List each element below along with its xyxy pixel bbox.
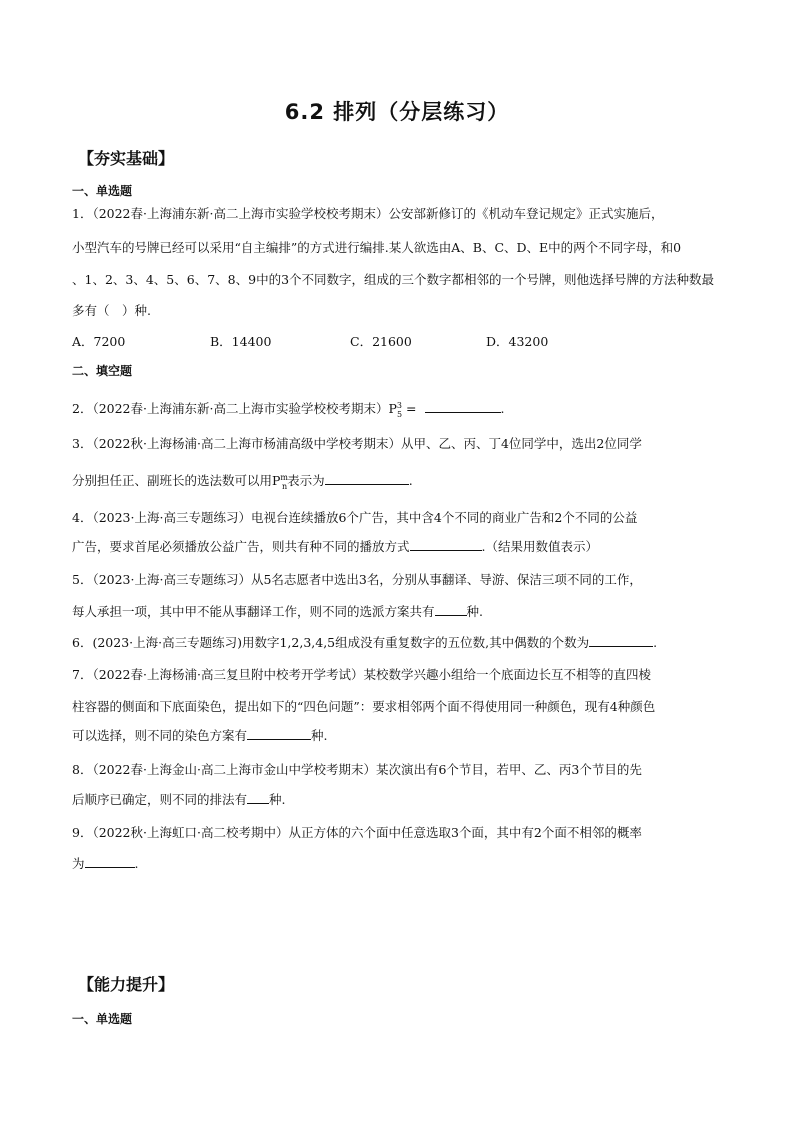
answer-blank[interactable] (85, 855, 135, 868)
q6-end: . (653, 635, 658, 650)
question-7-line3 (72, 727, 727, 744)
question-2 (72, 398, 727, 423)
question-4-line2 (72, 538, 727, 555)
q7-line: 柱容器的侧面和下底面染色，提出如下的“四色问题”：要求相邻两个面不得使用同一种颜色，现有4种颜色 (72, 699, 656, 714)
q1-line: 小型汽车的号牌已经可以采用“自主编排”的方式进行编排.某人欲选由A、B、C、D、E中的两个不同字母，和0 (72, 240, 682, 255)
q2-text: 2．（2022春·上海浦东新·高二上海市实验学校校考期末）P (72, 401, 397, 417)
q1-line: 1．（2022春·上海浦东新·高二上海市实验学校校考期末）公安部新修订的《机动车登记规定》正式实施后， (72, 206, 664, 221)
answer-blank[interactable] (435, 603, 467, 616)
q3-sup: m (280, 473, 289, 482)
answer-blank[interactable] (410, 538, 482, 551)
q2-eq: = (402, 401, 417, 417)
section-heading-ability: 【能力提升】 (78, 975, 175, 994)
q7-line: 7．（2022春·上海杨浦·高三复旦附中校考开学考试）某校数学兴趣小组给一个底面边长互不相等的直四棱 (72, 667, 651, 682)
q3-text-b: 表示为 (287, 473, 325, 489)
q8-text: 后顺序已确定，则不同的排法有 (72, 792, 248, 807)
q9-end: . (134, 856, 139, 871)
q3-line: 3．（2022秋·上海杨浦·高二上海市杨浦高级中学校考期末）从甲、乙、丙、丁4位同学中，选出2位同学 (72, 436, 642, 451)
q2-sup: 3 (396, 401, 402, 410)
q8-line: 8．（2022春·上海金山·高二上海市金山中学校考期末）某次演出有6个节目，若甲、乙、丙3个节目的先 (72, 762, 642, 777)
section-heading-basics: 【夯实基础】 (78, 149, 175, 168)
q6-text: 6．(2023·上海·高三专题练习)用数字1,2,3,4,5组成没有重复数字的五位数,其中偶数的个数为 (72, 635, 590, 650)
q9-line: 9．（2022秋·上海虹口·高二校考期中）从正方体的六个面中任意选取3个面，其中有2个面不相邻的概率 (72, 825, 642, 840)
answer-blank[interactable] (325, 472, 409, 485)
q5-end: 种. (466, 604, 483, 619)
part-heading-single-choice: 一、单选题 (72, 184, 133, 198)
q5-text: 每人承担一项，其中甲不能从事翻译工作，则不同的选派方案共有 (72, 604, 435, 619)
q5-line: 5．（2023·上海·高三专题练习）从5名志愿者中选出3名，分别从事翻译、导游、保洁三项不同的工作， (72, 572, 642, 587)
choice-b[interactable]: B．14400 (210, 334, 272, 349)
answer-blank[interactable] (425, 400, 501, 413)
answer-blank[interactable] (247, 791, 269, 804)
q3-sub: n (282, 481, 288, 491)
choice-c[interactable]: C．21600 (350, 334, 412, 349)
page-title: 6.2 排列（分层练习） (284, 100, 510, 124)
question-8-line2 (72, 791, 727, 808)
answer-blank[interactable] (247, 727, 311, 740)
question-3-line2 (72, 470, 727, 495)
q1-line: 、1、2、3、4、5、6、7、8、9中的3个不同数字，组成的三个数字都相邻的一个号牌，则他选择号牌的方法种数最 (72, 272, 715, 287)
question-5-line2 (72, 603, 727, 620)
question-9-line2 (72, 855, 727, 872)
q3-text: 分别担任正、副班长的选法数可以用P (72, 473, 281, 489)
q4-end: .（结果用数值表示） (481, 539, 598, 554)
choice-a[interactable]: A．7200 (72, 334, 126, 349)
choice-d[interactable]: D．43200 (486, 334, 549, 349)
question-6 (72, 634, 727, 651)
q1-line: 多有（ ）种. (72, 303, 151, 318)
part-heading-single-choice-2: 一、单选题 (72, 1012, 133, 1026)
q9-text: 为 (72, 856, 85, 871)
q3-end: . (408, 473, 413, 489)
q4-text: 广告，要求首尾必须播放公益广告，则共有种不同的播放方式 (72, 539, 410, 554)
q7-end: 种. (311, 728, 328, 743)
q8-end: 种. (269, 792, 286, 807)
part-heading-fill-in: 二、填空题 (72, 364, 133, 378)
answer-blank[interactable] (589, 634, 653, 647)
q2-sub: 5 (396, 409, 403, 419)
q7-text: 可以选择，则不同的染色方案有 (72, 728, 248, 743)
q2-end: . (500, 401, 505, 417)
q4-line: 4．（2023·上海·高三专题练习）电视台连续播放6个广告，其中含4个不同的商业广告和2个不同的公益 (72, 510, 638, 525)
